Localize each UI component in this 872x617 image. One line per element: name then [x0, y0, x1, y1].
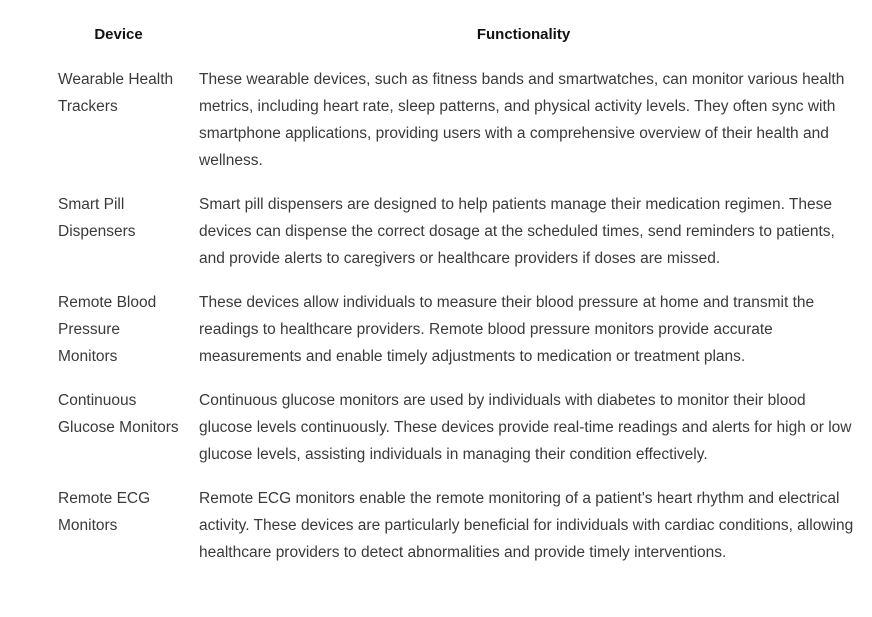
- table-header: [48, 19, 858, 61]
- device-cell: Smart Pill Dispensers: [58, 196, 136, 240]
- table-row: [48, 382, 858, 480]
- table-row: [48, 61, 858, 186]
- header-device: Device: [94, 26, 143, 43]
- table-row: [48, 284, 858, 382]
- functionality-cell: Smart pill dispensers are designed to help patients manage their medication regimen. These devices can dispense the correct dosage at the scheduled times, send reminders to patients, and provide alerts to caregivers or healthcare providers if doses are missed.: [199, 196, 835, 267]
- device-cell: Remote ECG Monitors: [58, 490, 151, 534]
- device-cell: Wearable Health Trackers: [58, 71, 174, 115]
- device-table-container: [48, 19, 858, 578]
- functionality-cell: Remote ECG monitors enable the remote monitoring of a patient's heart rhythm and electrical activity. These devices are particularly beneficial for individuals with cardiac conditions, allowing healthcare providers to detect abnormalities and provide timely interventions.: [199, 490, 854, 561]
- functionality-cell: Continuous glucose monitors are used by individuals with diabetes to monitor their blood glucose levels continuously. These devices provide real-time readings and alerts for high or low glucose levels, assisting individuals in managing their condition effectively.: [199, 392, 852, 463]
- device-functionality-table: [48, 19, 858, 578]
- functionality-cell: These devices allow individuals to measure their blood pressure at home and transmit the readings to healthcare providers. Remote blood pressure monitors provide accurate measurements and enable timely adjustments to medication or treatment plans.: [199, 294, 815, 365]
- device-cell: Continuous Glucose Monitors: [58, 392, 179, 436]
- header-row: [48, 19, 858, 61]
- header-functionality: Functionality: [476, 26, 571, 43]
- table-row: [48, 186, 858, 284]
- functionality-cell: These wearable devices, such as fitness bands and smartwatches, can monitor various health metrics, including heart rate, sleep patterns, and physical activity levels. They often sync with smartphone applications, providing users with a comprehensive overview of their health and wellness.: [199, 71, 845, 169]
- table-row: [48, 480, 858, 578]
- table-body: [48, 61, 858, 578]
- device-cell: Remote Blood Pressure Monitors: [58, 294, 157, 365]
